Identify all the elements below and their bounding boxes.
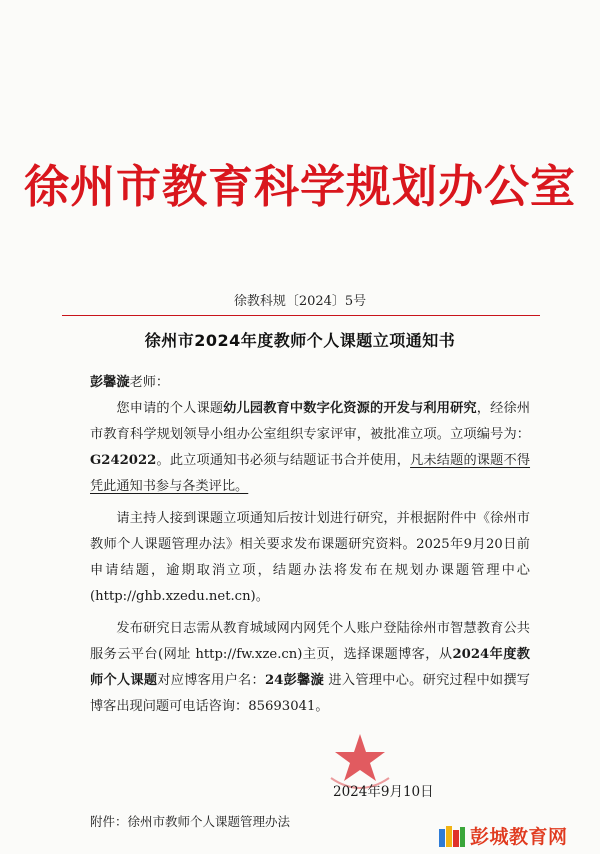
org-title: 徐州市教育科学规划办公室 [23, 160, 576, 213]
recipient-title: 老师： [129, 375, 170, 390]
project-title: 幼儿园教育中数字化资源的开发与利用研究 [223, 401, 477, 416]
site-watermark [437, 822, 568, 849]
document-number: 徐教科规〔2024〕5号 [233, 294, 367, 309]
paragraph-text: 对应博客用户名： [157, 673, 265, 688]
paragraph-text: 您申请的个人课题 [116, 401, 224, 416]
underlined-warning: 凡未结题的课题不得凭此通知书参与各类评比。 [90, 453, 531, 494]
paragraph-text: 发布研究日志需从教育城域网内网凭个人账户登陆徐州市智慧教育公共服务云平台(网址 http://fw.xze.cn)主页，选择课题博客，从 [90, 621, 530, 662]
paragraph-requirements: 请主持人接到课题立项通知后按计划进行研究，并根据附件中《徐州市教师个人课题管理办法》相关要求发布课题研究资料。2025年9月20日前申请结题，逾期取消立项，结题办法将发布在规划办课题管理中心(http://ghb.xzedu.net.cn)。 [90, 511, 530, 604]
notice-body [90, 370, 530, 720]
paragraph-approval [90, 396, 530, 500]
paragraph-blog [90, 616, 530, 720]
salutation [90, 370, 530, 396]
attachment-note: 附件：徐州市教师个人课题管理办法 [90, 814, 291, 829]
paragraph-text: 进入管理中心。研究过程中如撰写博客出现问题可电话咨询：85693041。 [90, 673, 530, 714]
site-name: 彭城教育网 [470, 826, 568, 848]
blog-username: 24彭馨漩 [264, 673, 324, 688]
header-divider-line [62, 315, 540, 316]
recipient-name: 彭馨漩 [90, 375, 130, 390]
signature-date: 2024年9月10日 [333, 784, 434, 800]
notice-title: 徐州市2024年度教师个人课题立项通知书 [144, 331, 456, 350]
books-logo-icon [437, 823, 467, 849]
paragraph-text: 。此立项通知书必须与结题证书合并使用， [156, 453, 411, 468]
project-category: 2024年度教师个人课题 [90, 647, 530, 688]
paragraph-text: ，经徐州市教育科学规划领导小组办公室组织专家评审，被批准立项。立项编号为： [90, 401, 531, 442]
project-number: G242022 [90, 453, 157, 468]
